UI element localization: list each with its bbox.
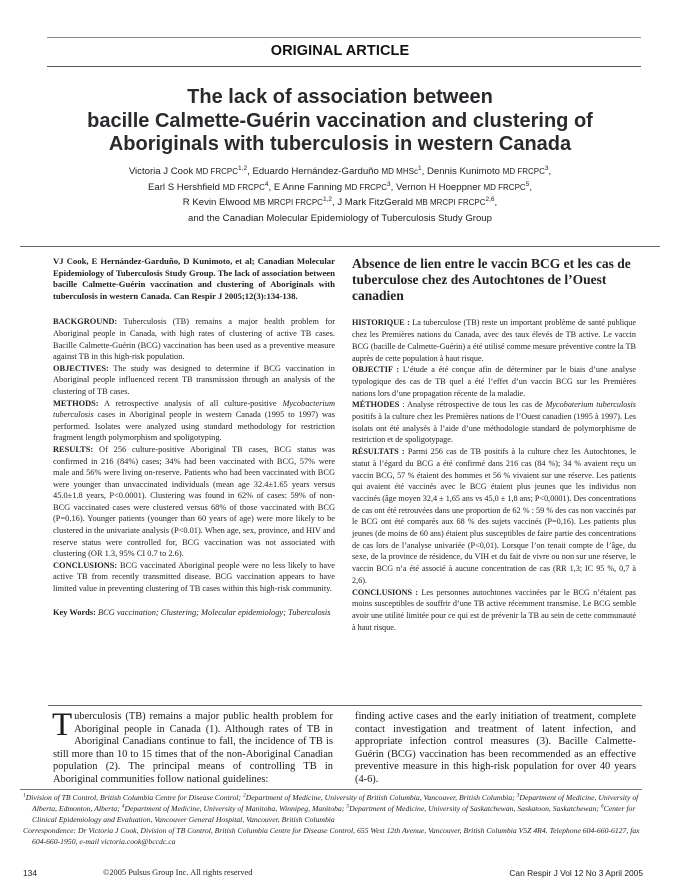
intro-column-right xyxy=(355,711,636,787)
footnotes xyxy=(23,792,653,847)
keywords-list: BCG vaccination; Clustering; Molecular epidemiology; Tuberculosis xyxy=(97,607,331,617)
title-line: The lack of association between xyxy=(187,86,493,108)
author-degrees: MD FRCPC xyxy=(195,167,239,176)
author-name: R Kevin Elwood xyxy=(182,197,251,209)
keywords xyxy=(53,607,335,619)
abstract-english xyxy=(53,256,335,618)
abstract-methodes: MÉTHODES : Analyse rétrospective de tous les cas de Mycobaterium tuberculosis positifs à la culture chez les Premières nations de l’Ouest canadien (1995 à 1997). Les isolats ont été analysés à l’aide d’une méthodologie standard de polymorphisme de restriction et de spoligotypage. xyxy=(352,400,636,445)
abstract-conclusions: CONCLUSIONS: BCG vaccinated Aboriginal people were no less likely to have active TB from recently transmitted disease. BCG vaccination appears to have limited value in preventing clustering of TB cases within this high-risk community. xyxy=(53,560,335,594)
section-heading: RESULTS: xyxy=(53,444,94,454)
author-list xyxy=(0,164,680,226)
section-label: ORIGINAL ARTICLE xyxy=(270,43,410,59)
page-number: 134 xyxy=(23,868,37,878)
section-heading: CONCLUSIONS: xyxy=(53,560,118,570)
species-name: Mycobaterium tuberculosis xyxy=(545,400,636,410)
abstract-methods: METHODS: A retrospective analysis of all culture-positive Mycobacterium tuberculosis cases in Aboriginal people in western Canada (1995 to 1997) was performed. Isolates were analyzed using standard methodology for restriction fragment length polymorphism and spoligotyping. xyxy=(53,398,335,443)
drop-cap: T xyxy=(52,707,73,743)
footnote-divider xyxy=(20,789,642,790)
abstract-background: BACKGROUND: Tuberculosis (TB) remains a major health problem for Aboriginal people in Canada, with high rates of clustering of active TB cases. Bacille Calmette-Guérin (BCG) vaccination has been used as a preventive measure against TB in this high-risk population. xyxy=(53,317,335,362)
header-top-rule xyxy=(47,37,641,38)
keywords-label: Key Words: xyxy=(53,607,96,617)
author-affil: 4 xyxy=(264,180,269,188)
species-name: Mycobacterium tuberculosis xyxy=(53,398,335,420)
author-affil: 1 xyxy=(417,164,422,172)
author-affil: 3 xyxy=(544,164,549,172)
author-group: and the Canadian Molecular Epidemiology of Tuberculosis Study Group xyxy=(188,212,492,224)
author-affil: 5 xyxy=(525,180,530,188)
author-name: J Mark FitzGerald xyxy=(337,197,414,209)
author-degrees: MD FRCPC xyxy=(502,167,545,176)
author-degrees: MD FRCPC xyxy=(344,182,388,192)
author-line: Victoria J Cook MD FRCPC$^{1,2}$, Eduardo Hernández-Garduño MD MHSc$^1$, Dennis Kunimoto MD FRCPC$^3$, xyxy=(128,164,552,177)
intro-text-left: uberculosis (TB) remains a major public health problem for Aboriginal people in Canada (1). Although rates of TB in Aboriginal Canadians continue to fall, the incidence of TB is still more than 10 to 15 times that of the non-Aboriginal Canadian population (2). The principal means of controlling TB in Aboriginal communities follow national guidelines: xyxy=(53,711,333,785)
section-heading: OBJECTIVES: xyxy=(53,363,109,373)
section-heading: MÉTHODES xyxy=(352,400,400,410)
author-name: Victoria J Cook xyxy=(128,166,194,177)
author-affil: 1,2 xyxy=(238,164,248,172)
author-affil: 3 xyxy=(387,180,391,188)
authors-divider xyxy=(20,246,660,247)
intro-divider xyxy=(48,705,642,706)
section-heading: HISTORIQUE : xyxy=(352,318,410,328)
abstract-historique: HISTORIQUE : La tuberculose (TB) reste un important problème de santé publique chez les Premières nations du Canada, avec des taux élevés de TB active. Le vaccin BCG (bacille de Calmette-Guérin) a été utilisé comme mesure préventive contre la TB auprès de cette population à haut risque. xyxy=(352,318,637,363)
author-name: Vernon H Hoeppner xyxy=(395,181,481,193)
author-name: E Anne Fanning xyxy=(273,181,343,193)
author-line: Earl S Hershfield MD FRCPC$^4$, E Anne Fanning MD FRCPC$^3$, Vernon H Hoeppner MD FRCPC$^5$, xyxy=(148,180,532,193)
abstract-objectif: OBJECTIF : L’étude a été conçue afin de déterminer par le biais d’une analyse typologique des cas de TB quel a été l’effet d’un vaccin BCG sur les Premières nations lors d’une propagation récente de la maladie. xyxy=(352,365,636,398)
abstract-objectives: OBJECTIVES: The study was designed to determine if BCG vaccination in Aboriginal people influenced recent TB transmission through an analysis of the clustering of TB cases. xyxy=(53,363,335,396)
abstract-conclusions-fr: CONCLUSIONS : Les personnes autochtones vaccinées par le BCG n’étaient pas moins susceptibles de souffrir d’une TB active récemment transmise. Le BCG semble avoir une utilité limitée pour ce qui est de prévenir la TB au sein de cette communauté à haut risque. xyxy=(352,587,636,632)
author-degrees: MB MRCPI FRCPC xyxy=(415,198,486,208)
author-affil: 2,6 xyxy=(485,196,495,203)
section-heading: OBJECTIF : xyxy=(352,365,400,375)
author-name: Eduardo Hernández-Garduño xyxy=(252,166,379,177)
journal-reference: Can Respir J Vol 12 No 3 April 2005 xyxy=(509,868,643,878)
author-degrees: MB MRCPI FRCPC xyxy=(253,198,323,208)
author-degrees: MD FRCPC xyxy=(222,182,265,192)
author-name: Dennis Kunimoto xyxy=(426,166,500,177)
copyright: ©2005 Pulsus Group Inc. All rights reserved xyxy=(103,868,253,877)
correspondence: Correspondence: Dr Victoria J Cook, Division of TB Control, British Columbia Centre for Disease Control, 655 West 12th Avenue, Vancouver, British Columbia V5Z 4R4. Telephone 604-660-6127, fax 604-660-1950, e-mail victoria.cook@bccdc.ca xyxy=(23,826,640,846)
affiliations: $^1$Division of TB Control, British Columbia Centre for Disease Control; $^2$Department of Medicine, University of British Columbia, Vancouver, British Columbia; $^3$Department of Medicine, University of Alberta, Edmonton, Alberta; $^4$Department of Medicine, University of Manitoba, Winnipeg, Manitoba; $^5$Department of Medicine, University of Saskatchewan, Saskatoon, Saskatchewan; $^6$Center for Clinical Epidemiology and Evaluation, Vancouver General Hospital, Vancouver, British Columbia xyxy=(23,792,639,824)
intro-text-right: finding active cases and the early initiation of treatment, complete contact investigation and treatment of latent infection, and appropriate infection control measures (3). Bacille Calmette-Guérin (BCG) vaccination has been recommended as an effective preventive measure in this high-risk population for over 40 years (4-6). xyxy=(355,711,636,785)
author-affil: 1,2 xyxy=(322,196,332,203)
abstract-resultats: RÉSULTATS : Parmi 256 cas de TB positifs à la culture chez les Autochtones, le statut à l’égard du BCG a été confirmé dans 216 cas (84 %); 34 % avaient reçu un vaccin BCG, 57 % étaient des hommes et 56 % vivaient sur une réserve. Les patients qui avaient été vaccinés avec le BCG étaient plus jeunes que les individus non vaccinés (âge moyen 32,4 ± 1,65 ans vs 45,0 ± 1,8 ans; P<0,0001). Des concentrations de cas ont été retrouvées dans une proportion de 62 % : 59 % des cas non vaccinés par le BCG ont été comparés aux 68 % des sujets vaccinés (P=0,16). Les patients plus jeunes (de moins de 60 ans) étaient plus susceptibles de faire partie des concentrations de cas lors de l’analyse univariée (P<0,01). Lorsque l’on tenait compte de l’âge, du sexe, de la province de résidence, du VIH et du fait de vivre ou non sur une réserve, le vaccin BCG n’a été associé à aucune concentration de cas (RR 1,3; IC 95 %, 0,7 à 2,6). xyxy=(352,447,636,585)
header-bottom-rule xyxy=(47,66,641,67)
section-heading: CONCLUSIONS : xyxy=(352,587,419,597)
section-heading: BACKGROUND: xyxy=(53,317,118,327)
article-title xyxy=(0,86,680,157)
abstract-results: RESULTS: Of 256 culture-positive Aboriginal TB cases, BCG status was confirmed in 216 (84%) cases; 34% had been vaccinated with BCG, 57% were male and 56% were living on-reserve. Patients who had been vaccinated with BCG were younger than unvaccinated individuals (mean age 32.4±1.65 years versus 45.0±1.8 years, P<0.0001). Clustering was found in 62% of cases: 59% of non-BCG vaccinated cases were clustered versus 68% of those vaccinated with BCG (P=0.16). Younger patients (younger than 60 years of age) were more likely to be clustered in the univariate analysis (P<0.01). When age, sex, province, and HIV and reserve status were controlled for, BCG vaccination was not associated with clustering (OR 1.3, 95% CI 0.7 to 2.6). xyxy=(53,444,335,559)
author-line: R Kevin Elwood MB MRCPI FRCPC$^{1,2}$, J Mark FitzGerald MB MRCPI FRCPC$^{2,6}$, xyxy=(182,196,498,209)
abstract-french xyxy=(352,256,636,633)
section-heading: METHODS: xyxy=(53,398,99,408)
citation: VJ Cook, E Hernández-Garduño, D Kunimoto, et al; Canadian Molecular Epidemiology of Tuberculosis Study Group. The lack of association between bacille Calmette-Guérin vaccination and clustering of Aboriginals with tuberculosis in western Canada. Can Respir J 2005;12(3):134-138. xyxy=(53,256,335,301)
title-line: Aboriginals with tuberculosis in western Canada xyxy=(108,133,572,155)
intro-column-left xyxy=(52,707,333,787)
french-title: Absence de lien entre le vaccin BCG et les cas de tuberculose chez des Autochtones de l’Ouest canadien xyxy=(352,256,631,303)
author-degrees: MD MHSc xyxy=(381,167,418,176)
title-line: bacille Calmette-Guérin vaccination and clustering of xyxy=(87,109,593,132)
section-heading: RÉSULTATS : xyxy=(352,447,405,457)
author-name: Earl S Hershfield xyxy=(148,181,220,193)
author-degrees: MD FRCPC xyxy=(483,182,526,192)
